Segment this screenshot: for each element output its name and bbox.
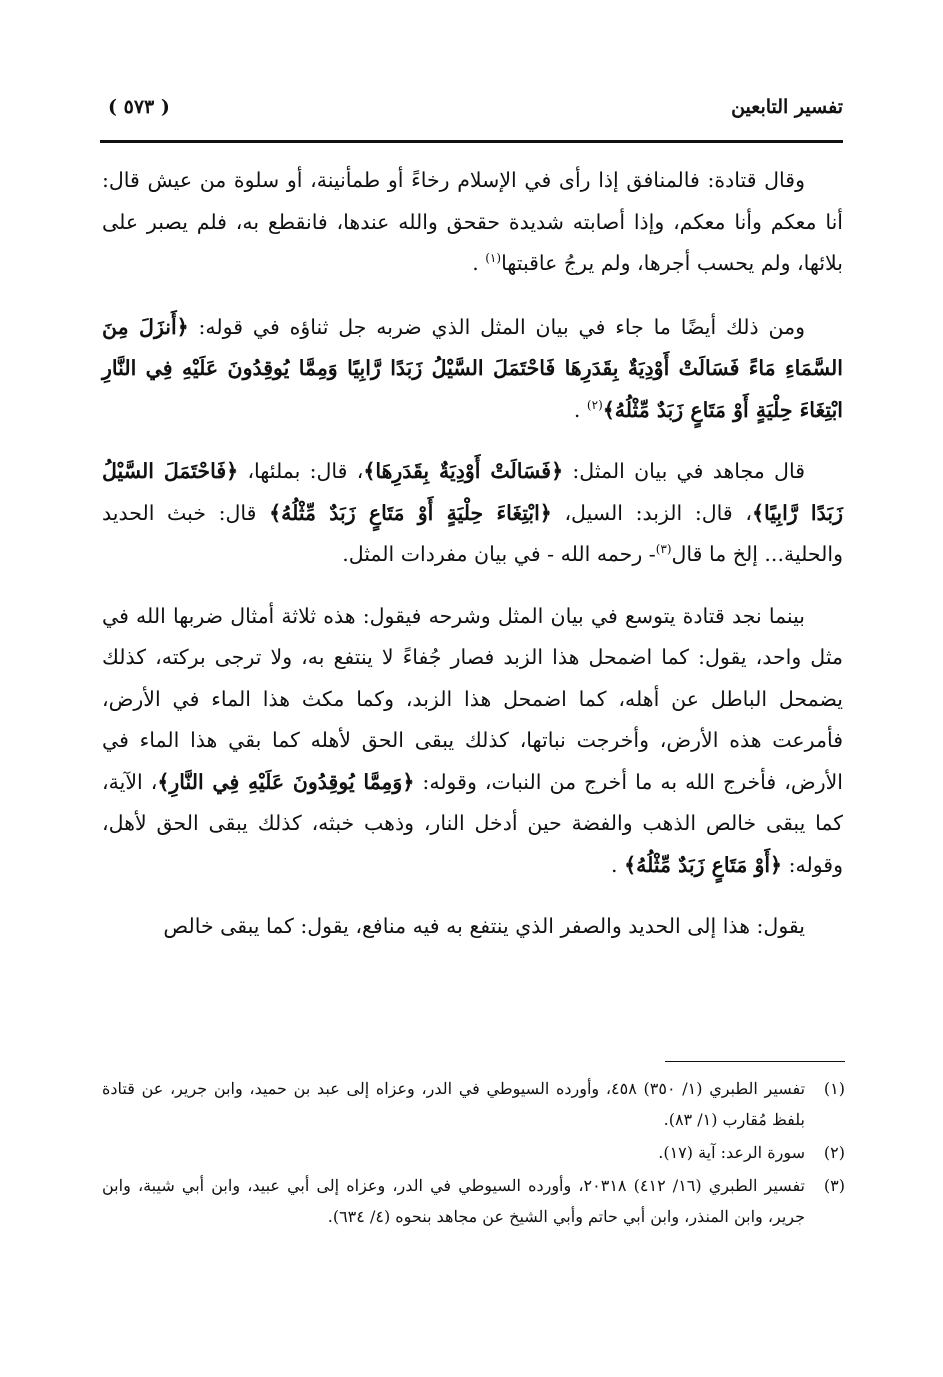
paragraph-text: بينما نجد قتادة يتوسع في بيان المثل وشرحه فيقول: هذه ثلاثة أمثال ضربها الله في مثل واحد، يقول: كما اضمحل هذا الزبد فصار جُفاءً لا ينتفع به، ولا ترجى بركته، كذلك يضمحل الباطل عن أهله، كما اضمحل هذا الزبد، وكما مكث هذا الماء في الأرض، فأمرعت هذه الأرض، وأخرجت نباتها، كذلك يبقى الحق لأهله كما بقي هذا الماء في الأرض، فأخرج الله به ما أخرج من النبات، وقوله: <box>102 603 843 794</box>
paragraph-iron-brass <box>102 906 843 948</box>
paragraph-text: ، قال: الزبد: السيل، <box>551 500 752 525</box>
quran-quote: ﴿ابْتِغَاءَ حِلْيَةٍ أَوْ مَتَاعٍ زَبَدٌ مِّثْلُهُ﴾ <box>269 500 552 525</box>
paragraph-end: . <box>573 397 587 422</box>
paragraph-qatada-explanation <box>102 596 843 887</box>
footnotes <box>102 1073 845 1234</box>
footnote-number: (١) <box>823 1079 845 1098</box>
footnote-text: سورة الرعد: آية (١٧). <box>658 1143 805 1162</box>
quran-quote: ﴿وَمِمَّا يُوقِدُونَ عَلَيْهِ فِي النَّارِ﴾ <box>157 769 415 794</box>
quran-quote: ﴿أَوْ مَتَاعٍ زَبَدٌ مِّثْلُهُ﴾ <box>624 852 783 877</box>
main-text <box>102 160 843 968</box>
paragraph-parable-intro <box>102 307 843 432</box>
footnote-ref-1: (١) <box>485 251 502 266</box>
footnote-text: تفسير الطبري (١٦/ ٤١٢) ٢٠٣١٨، وأورده السيوطي في الدر، وعزاه إلى أبي عبيد، وابن أبي شيبة، وابن جرير، وابن المنذر، وابن أبي حاتم وأبي الشيخ عن مجاهد بنحوه (٤/ ٦٣٤). <box>102 1176 806 1226</box>
footnote-2 <box>102 1137 845 1168</box>
footnote-ref-2: (٢) <box>586 397 603 412</box>
paragraph-text: - رحمه الله - في بيان مفردات المثل. <box>342 542 656 566</box>
header-divider <box>100 140 843 143</box>
page-header <box>100 90 843 130</box>
quran-quote: ﴿فَاحْتَمَلَ السَّيْلُ زَبَدًا رَّابِيًا﴾ <box>102 459 843 525</box>
page-number: ( ٥٧٣ ) <box>108 96 170 118</box>
quran-quote: ﴿فَسَالَتْ أَوْدِيَةٌ بِقَدَرِهَا﴾ <box>363 459 564 483</box>
paragraph-text: ومن ذلك أيضًا ما جاء في بيان المثل الذي ضربه جل ثناؤه في قوله: <box>188 314 805 339</box>
footnote-number: (٣) <box>823 1176 845 1195</box>
paragraph-text: ، قال: بملئها، <box>238 459 364 483</box>
footnote-1 <box>102 1073 845 1135</box>
paragraph-text: ، الآية، كما يبقى خالص الذهب والفضة حين أدخل النار، وذهب خبثه، كذلك يبقى الحق لأهل، وقوله: <box>102 769 843 877</box>
footnote-ref-3: (٣) <box>655 542 672 557</box>
footnote-divider <box>665 1061 845 1062</box>
paragraph-text: قال مجاهد في بيان المثل: <box>563 459 805 483</box>
running-title: تفسير التابعين <box>731 96 843 118</box>
paragraph-text: قال: خبث الحديد والحلية... إلخ ما قال <box>102 500 843 566</box>
paragraph-text: يقول: هذا إلى الحديد والصفر الذي ينتفع به فيه منافع، يقول: كما يبقى خالص <box>163 914 805 938</box>
paragraph-end: . <box>611 852 625 877</box>
paragraph-text: وقال قتادة: فالمنافق إذا رأى في الإسلام رخاءً أو طمأنينة، أو سلوة من عيش قال: أنا معكم وأنا معكم، وإذا أصابته شديدة حقحق والله عندها، فانقطع به، فلم يصبر على بلائها، ولم يحسب أجرها، ولم يرجُ عاقبتها <box>102 168 843 275</box>
paragraph-mujahid <box>102 451 843 576</box>
footnote-3 <box>102 1170 845 1232</box>
footnote-text: تفسير الطبري (١/ ٣٥٠) ٤٥٨، وأورده السيوطي في الدر، وعزاه إلى عبد بن حميد، وابن جرير، عن قتادة بلفظ مُقارب (١/ ٨٣). <box>102 1079 806 1129</box>
footnote-number: (٢) <box>823 1143 845 1162</box>
paragraph-qatada-munafiq <box>102 160 843 285</box>
quran-quote: ﴿أَنزَلَ مِنَ السَّمَاءِ مَاءً فَسَالَتْ أَوْدِيَةٌ بِقَدَرِهَا فَاحْتَمَلَ السَّيْلُ زَبَدًا رَّابِيًا وَمِمَّا يُوقِدُونَ عَلَيْهِ فِي النَّارِ ابْتِغَاءَ حِلْيَةٍ أَوْ مَتَاعٍ زَبَدٌ مِّثْلُهُ﴾ <box>102 314 843 422</box>
paragraph-end: . <box>472 251 486 275</box>
